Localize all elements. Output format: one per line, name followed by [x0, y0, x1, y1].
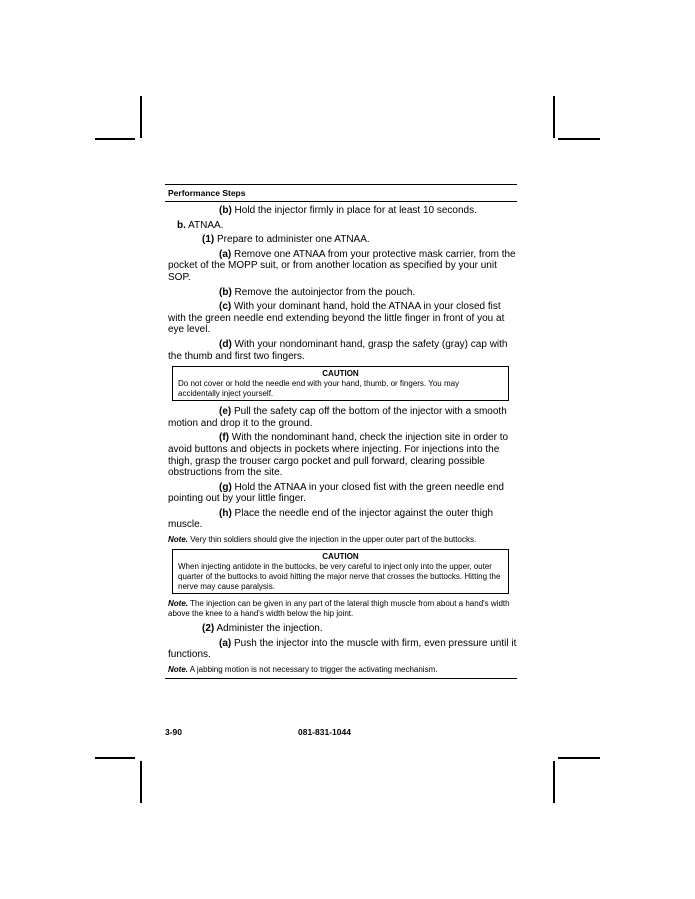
step-text: Remove one ATNAA from your protective mask carrier, from the pocket of the MOPP suit, or from another location as specified by your unit SOP. [168, 248, 516, 283]
step-label: (h) [219, 507, 232, 519]
crop-mark [140, 96, 142, 138]
step-label: (g) [219, 481, 232, 493]
crop-mark [553, 96, 555, 138]
step-label: (a) [219, 248, 232, 260]
step-b-hold [168, 205, 517, 217]
step-text: With your nondominant hand, grasp the safety (gray) cap with the thumb and first two fingers. [168, 338, 508, 362]
note [168, 665, 517, 675]
caution-text: When injecting antidote in the buttocks, be very careful to inject only into the upper, outer quarter of the buttocks to avoid hitting the major nerve that crosses the buttocks. Hitting the nerve may cause paralysis. [178, 562, 501, 592]
step-1a [168, 249, 517, 284]
page-number: 3-90 [165, 727, 183, 737]
step-1b [168, 287, 517, 299]
note-text: Very thin soldiers should give the injection in the upper outer part of the buttocks. [188, 535, 477, 545]
caution-box [172, 549, 509, 594]
step-1f [168, 432, 517, 478]
crop-mark [140, 761, 142, 803]
page-content [165, 184, 517, 679]
step-1 [168, 234, 517, 246]
step-text: Remove the autoinjector from the pouch. [231, 286, 416, 298]
note-label: Note. [168, 535, 188, 545]
step-label: (c) [219, 301, 232, 313]
crop-mark [95, 757, 135, 759]
note-label: Note. [168, 599, 188, 609]
caution-title: CAUTION [322, 369, 359, 379]
step-2 [168, 623, 517, 635]
step-label: (e) [219, 406, 232, 418]
step-text: ATNAA. [185, 219, 224, 231]
caution-box [172, 366, 509, 401]
step-label: (2) [202, 623, 215, 635]
section-title: Performance Steps [168, 188, 246, 198]
crop-mark [558, 138, 600, 140]
step-label: (d) [219, 338, 232, 350]
step-text: Administer the injection. [214, 623, 323, 635]
step-text: Prepare to administer one ATNAA. [214, 234, 370, 246]
header-rule [165, 201, 517, 202]
step-atnaa [168, 220, 517, 232]
document-number: 081-831-1044 [298, 727, 351, 737]
note [168, 535, 517, 545]
step-1d [168, 339, 517, 362]
step-label: (f) [219, 432, 229, 444]
step-label: (b) [219, 286, 232, 298]
note-text: The injection can be given in any part of the lateral thigh muscle from about a hand's width above the knee to a hand's width below the hip joint. [168, 599, 510, 619]
note [168, 599, 517, 619]
step-label: (1) [202, 234, 215, 246]
step-1c [168, 301, 517, 336]
step-text: With your dominant hand, hold the ATNAA in your closed fist with the green needle end extending beyond the little finger in front of you at eye level. [168, 301, 505, 336]
crop-mark [558, 757, 600, 759]
bottom-rule [165, 678, 517, 679]
note-label: Note. [168, 664, 188, 674]
step-text: Hold the ATNAA in your closed fist with the green needle end pointing out by your little finger. [168, 481, 504, 505]
step-label: (b) [219, 205, 232, 216]
crop-mark [553, 761, 555, 803]
step-label: (a) [219, 637, 232, 649]
step-text: Place the needle end of the injector against the outer thigh muscle. [168, 507, 494, 531]
step-1g [168, 482, 517, 505]
caution-text: Do not cover or hold the needle end with your hand, thumb, or fingers. You may accidentally inject yourself. [178, 379, 460, 399]
crop-mark [95, 138, 135, 140]
step-text: Pull the safety cap off the bottom of the injector with a smooth motion and drop it to the ground. [168, 406, 507, 429]
note-text: A jabbing motion is not necessary to trigger the activating mechanism. [188, 664, 438, 674]
step-text: Hold the injector firmly in place for at least 10 seconds. [231, 205, 477, 216]
step-1h [168, 508, 517, 531]
caution-title: CAUTION [322, 552, 359, 562]
step-label: b. [177, 219, 186, 231]
step-text: Push the injector into the muscle with firm, even pressure until it functions. [168, 637, 517, 661]
step-2a [168, 638, 517, 661]
step-text: With the nondominant hand, check the injection site in order to avoid buttons and objects in pockets where injecting. For injections into the thigh, grasp the trouser cargo pocket and pull forward, clearing possible obstructions from the site. [168, 432, 509, 479]
step-1e [168, 406, 517, 429]
